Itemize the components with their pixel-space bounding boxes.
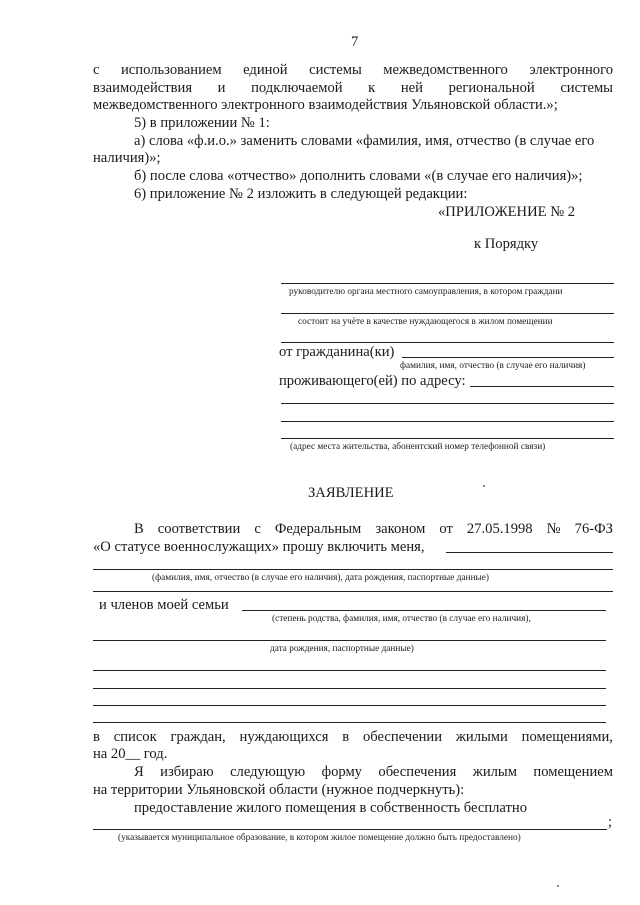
municipality-field[interactable] (93, 829, 607, 830)
word: к (368, 80, 376, 96)
word: соответствии (157, 521, 241, 537)
address-label: проживающего(ей) по адресу: (279, 373, 466, 389)
family-field-4[interactable] (93, 688, 606, 689)
choose-line (134, 764, 613, 781)
word: избираю (160, 764, 214, 780)
word: нуждающихся (239, 729, 329, 745)
family-field-5[interactable] (93, 705, 606, 706)
word: от (439, 521, 453, 537)
word: в (93, 729, 100, 745)
word: жилым (472, 764, 517, 780)
item-6: 6) приложение № 2 изложить в следующей редакции: (134, 186, 468, 202)
word: региональной (448, 80, 535, 96)
word: законом (375, 521, 426, 537)
word: граждан, (170, 729, 226, 745)
appendix-subtitle: к Порядку (474, 236, 539, 252)
statement-line-2: «О статусе военнослужащих» прошу включить меня, (93, 539, 425, 555)
municipality-caption: (указывается муниципальное образование, в котором жилое помещение должно быть предоставлено) (118, 833, 521, 843)
family-field-2[interactable] (93, 640, 606, 641)
list-line (93, 729, 613, 746)
family-label: и членов моей семьи (99, 597, 229, 613)
word: в (342, 729, 350, 745)
item-5: 5) в приложении № 1: (134, 115, 270, 131)
applicant-field[interactable] (446, 552, 613, 553)
word: жилыми (455, 729, 508, 745)
word: список (113, 729, 157, 745)
address-field-1[interactable] (470, 386, 614, 387)
word: № (546, 521, 561, 537)
addressee-line-1 (281, 283, 614, 284)
registration-caption: состоит на учёте в качестве нуждающегося в жилом помещении (298, 317, 553, 327)
address-caption: (адрес места жительства, абонентский номер телефонной связи) (290, 442, 546, 452)
word: Федеральным (274, 521, 362, 537)
word: с (93, 62, 100, 78)
family-field-6[interactable] (93, 722, 606, 723)
addressee-caption: руководителю органа местного самоуправления, в котором граждани (289, 287, 563, 297)
word: и (217, 80, 226, 96)
intro-line-2 (93, 80, 613, 97)
word: с (254, 521, 261, 537)
word: форму (321, 764, 362, 780)
item-5a: а) слова «ф.и.о.» заменить словами «фамилия, имя, отчество (в случае его (134, 133, 595, 149)
word: обеспечения (378, 764, 457, 780)
word: 76-ФЗ (574, 521, 613, 537)
word: Я (134, 764, 144, 780)
year-line: на 20__ год. (93, 746, 168, 762)
word: межведомственного (383, 62, 508, 78)
addressee-line-2 (281, 313, 614, 314)
territory-line: на территории Ульяновской области (нужное подчеркнуть): (93, 782, 465, 798)
word: использованием (121, 62, 222, 78)
statement-line-1 (134, 521, 613, 538)
applicant-caption: (фамилия, имя, отчество (в случае его наличия), дата рождения, паспортные данные) (152, 573, 490, 583)
item-5b: б) после слова «отчество» дополнить словами «(в случае его наличия)»; (134, 168, 583, 184)
from-name-caption: фамилия, имя, отчество (в случае его наличия) (400, 361, 586, 371)
statement-title: ЗАЯВЛЕНИЕ (308, 485, 394, 501)
word: электронного (529, 62, 613, 78)
word: следующую (230, 764, 306, 780)
address-field-4[interactable] (281, 438, 614, 439)
word: помещением (533, 764, 613, 780)
page-number: 7 (351, 34, 359, 50)
applicant-field-2[interactable] (93, 569, 613, 570)
family-field-3[interactable] (93, 670, 606, 671)
word: ней (400, 80, 423, 96)
intro-line-1 (93, 62, 613, 79)
family-caption-2: дата рождения, паспортные данные) (270, 644, 414, 654)
address-field-3[interactable] (281, 421, 614, 422)
word: единой (243, 62, 288, 78)
applicant-field-3[interactable] (93, 591, 613, 592)
word: В (134, 521, 144, 537)
word: системы (309, 62, 362, 78)
family-caption-1: (степень родства, фамилия, имя, отчество (в случае его наличия), (272, 614, 531, 624)
word: подключаемой (251, 80, 343, 96)
from-name-field[interactable] (402, 357, 614, 358)
scan-speck-bottom (557, 885, 559, 887)
address-field-2[interactable] (281, 403, 614, 404)
word: обеспечении (362, 729, 443, 745)
word: взаимодействия (93, 80, 193, 96)
word: 27.05.1998 (466, 521, 533, 537)
family-field-1[interactable] (242, 610, 606, 611)
option-ownership-free[interactable]: предоставление жилого помещения в собственность бесплатно (134, 800, 528, 816)
appendix-title: «ПРИЛОЖЕНИЕ № 2 (438, 204, 576, 220)
scan-speck (483, 485, 485, 487)
word: помещениями, (521, 729, 613, 745)
from-label: от гражданина(ки) (279, 344, 395, 360)
word: системы (560, 80, 613, 96)
intro-line-3: межведомственного электронного взаимодействия Ульяновской области.»; (93, 97, 558, 113)
semicolon: ; (608, 814, 613, 830)
addressee-line-3 (281, 342, 614, 343)
item-5a-continued: наличия)»; (93, 150, 161, 166)
